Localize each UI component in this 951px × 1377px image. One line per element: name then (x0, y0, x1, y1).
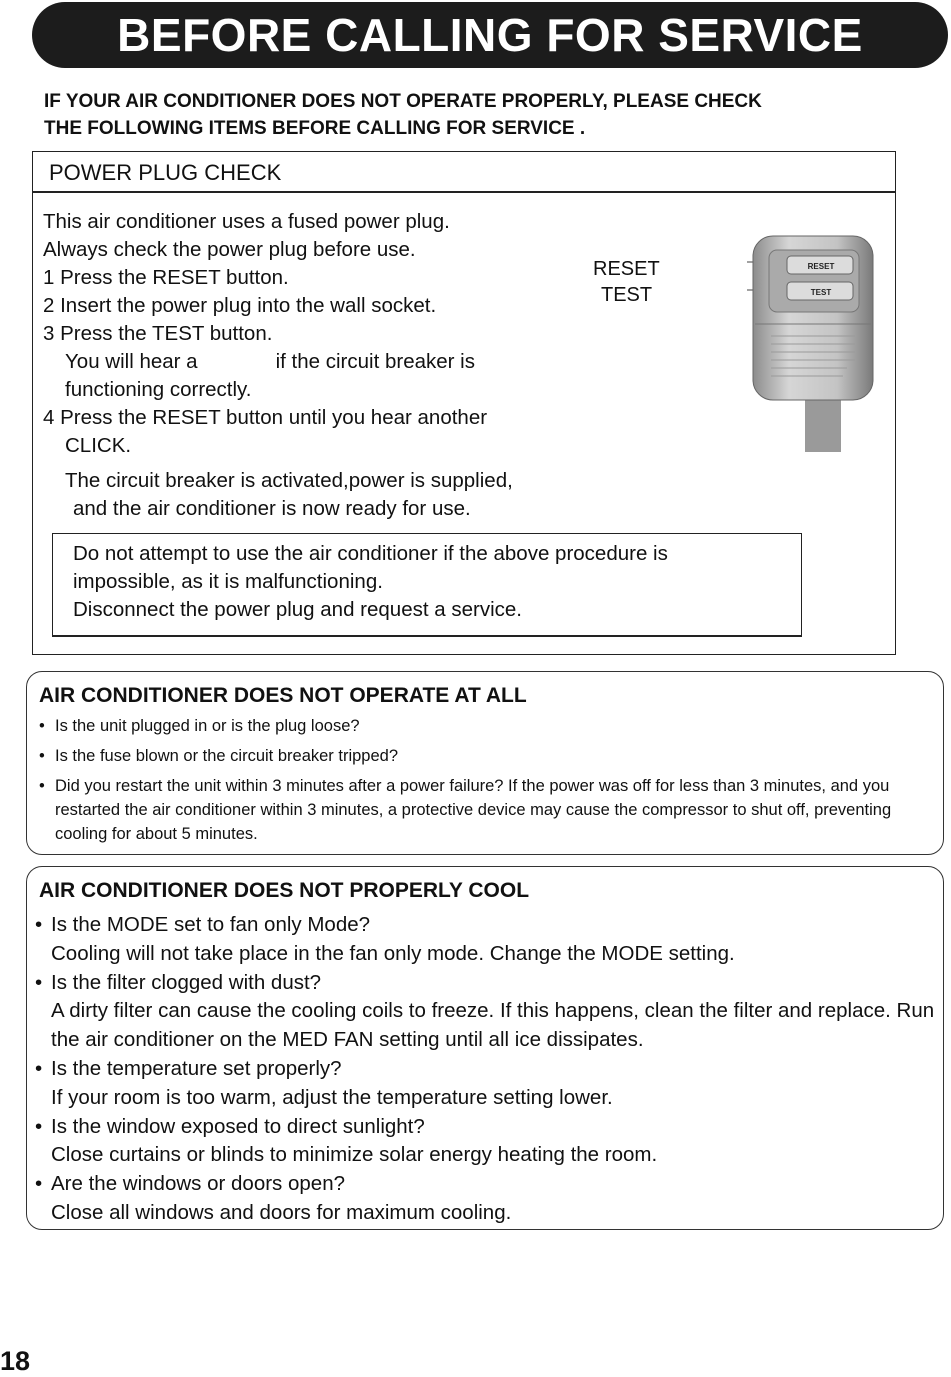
warning-line: Do not attempt to use the air conditioner if the above procedure is (73, 542, 668, 565)
page-number: 18 (0, 1346, 31, 1376)
instruction-result: and the air conditioner is now ready for use. (73, 497, 471, 520)
intro-text (44, 88, 924, 142)
list-item: • Is the unit plugged in or is the plug loose? (35, 714, 935, 738)
power-plug-check-header (33, 152, 895, 193)
does-not-operate-heading: AIR CONDITIONER DOES NOT OPERATE AT ALL (39, 684, 527, 707)
list-item: • Is the fuse blown or the circuit breaker tripped? (35, 744, 935, 768)
power-plug-check-section (32, 151, 896, 655)
instruction-step-3-detail (43, 348, 603, 376)
check-answer: A dirty filter can cause the cooling coils to freeze. If this happens, clean the filter and replace. Run the air conditioner on the MED FAN setting until all ice dissipates. (51, 999, 935, 1052)
instruction-line: functioning correctly. (65, 378, 252, 401)
title-banner (32, 2, 948, 68)
check-answer: Cooling will not take place in the fan only mode. Change the MODE setting. (51, 941, 735, 965)
list-item: • Did you restart the unit within 3 minutes after a power failure? If the power was off for less than 3 minutes, and you restarted the air conditioner within 3 minutes, a protective device may cause the compressor to shut off, preventing cooling for about 5 minutes. (35, 774, 935, 846)
plug-cord (805, 392, 841, 452)
warning-line: impossible, as it is malfunctioning. (73, 570, 383, 593)
instruction-fragment: You will hear a (65, 350, 198, 373)
check-question: • Is the temperature set properly? (35, 1055, 945, 1084)
instruction-line: Always check the power plug before use. (43, 238, 416, 261)
instruction-line: This air conditioner uses a fused power plug. (43, 210, 450, 233)
instruction-step-3: 3 Press the TEST button. (43, 322, 273, 345)
instruction-result: The circuit breaker is activated,power is supplied, (65, 469, 513, 492)
check-answer: If your room is too warm, adjust the temperature setting lower. (51, 1085, 613, 1109)
does-not-cool-heading: AIR CONDITIONER DOES NOT PROPERLY COOL (39, 879, 530, 902)
reset-button-text: RESET (807, 262, 835, 271)
check-answer: Close all windows and doors for maximum cooling. (51, 1200, 512, 1224)
does-not-operate-list (35, 714, 935, 852)
warning-box (52, 533, 802, 637)
check-answer: Close curtains or blinds to minimize solar energy heating the room. (51, 1143, 658, 1167)
intro-line-1: IF YOUR AIR CONDITIONER DOES NOT OPERATE PROPERLY, PLEASE CHECK (44, 91, 762, 112)
instruction-step-4: 4 Press the RESET button until you hear another (43, 406, 488, 429)
does-not-cool-list (35, 911, 945, 1228)
warning-line: Disconnect the power plug and request a service. (73, 598, 522, 621)
reset-label: RESET (593, 258, 660, 280)
does-not-operate-section (26, 671, 944, 855)
test-label: TEST (601, 284, 653, 306)
instruction-line: CLICK. (65, 434, 132, 457)
instruction-fragment: if the circuit breaker is (275, 350, 475, 373)
check-question: • Is the MODE set to fan only Mode? (35, 911, 945, 940)
instruction-step-1: 1 Press the RESET button. (43, 266, 289, 289)
power-plug-instructions (43, 208, 603, 523)
instruction-step-2: 2 Insert the power plug into the wall socket. (43, 294, 437, 317)
does-not-cool-section (26, 866, 944, 1230)
power-plug-image (747, 232, 877, 452)
check-question: • Is the filter clogged with dust? (35, 969, 945, 998)
intro-line-2: THE FOLLOWING ITEMS BEFORE CALLING FOR SERVICE . (44, 118, 586, 139)
plug-button-labels (593, 256, 660, 308)
check-question: • Are the windows or doors open? (35, 1170, 945, 1199)
page-title: BEFORE CALLING FOR SERVICE (117, 9, 863, 61)
power-plug-check-heading: POWER PLUG CHECK (49, 160, 282, 185)
check-question: • Is the window exposed to direct sunlight? (35, 1113, 945, 1142)
test-button-text: TEST (810, 288, 832, 297)
